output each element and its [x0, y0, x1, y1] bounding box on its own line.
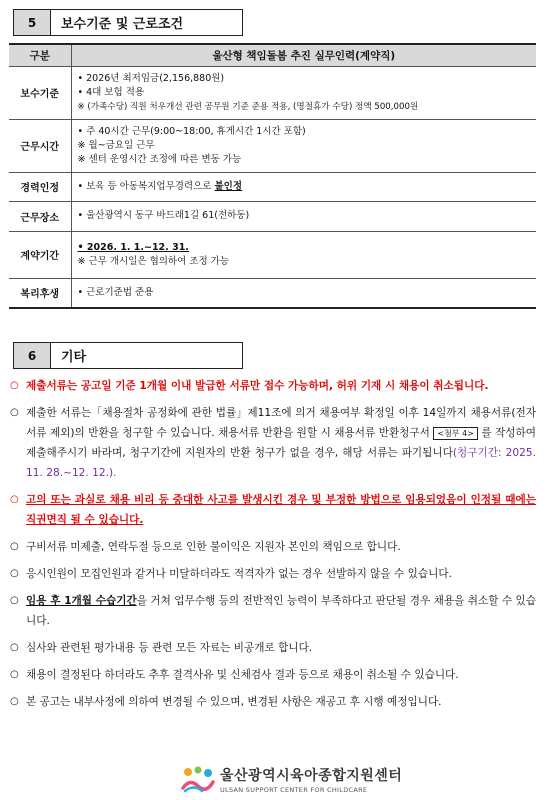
section-6-header	[13, 342, 243, 369]
table-row	[9, 278, 536, 308]
list-item	[10, 537, 536, 557]
note-text: 채용이 결정된다 하더라도 추후 결격사유 및 신체검사 결과 등으로 채용이 취소될 수 있습니다.	[26, 669, 459, 681]
attachment-badge: <첨부 4>	[433, 427, 478, 440]
center-logo-icon	[180, 764, 216, 794]
section-5-header	[13, 9, 243, 36]
row-label: 근무시간	[9, 119, 71, 172]
list-item	[10, 692, 536, 712]
section-title: 기타	[50, 342, 243, 369]
employment-terms-table	[9, 43, 536, 309]
list-item	[10, 403, 536, 483]
list-item	[10, 638, 536, 658]
bullet-icon: ○	[10, 696, 19, 707]
content-line: • 근로기준법 준용	[77, 286, 154, 298]
table-row	[9, 231, 536, 278]
list-item	[10, 665, 536, 685]
table-header-row	[9, 44, 536, 66]
list-item	[10, 591, 536, 631]
column-header-position: 울산형 책임돌봄 추진 실무인력(계약직)	[71, 44, 536, 66]
row-label: 복리후생	[9, 278, 71, 308]
content-line: ※ 센터 운영시간 조정에 따른 변동 가능	[77, 153, 242, 165]
row-label: 계약기간	[9, 231, 71, 278]
content-line: • 4대 보험 적용	[77, 86, 145, 98]
note-text: 제출서류는 공고일 기준 1개월 이내 발급한 서류만 접수 가능하며, 허위 기재 시 채용이 취소됩니다.	[26, 380, 489, 392]
row-content	[71, 231, 536, 278]
note-text-part: 을 거쳐 업무수행 등의 전반적인 능력이 부족하다고 판단될 경우 채용을 취소할 수 있습니다.	[26, 595, 536, 627]
content-line: • 보육 등 아동복지업무경력으로	[77, 180, 215, 192]
footer-logo	[180, 764, 402, 794]
content-line: ※ (가족수당) 직원 처우개선 관련 공무원 기준 준용 적용, (명절휴가 수당) 정액 500,000원	[77, 101, 419, 112]
bullet-icon: ○	[10, 407, 19, 418]
claim-period-text: (청구기간: 2025. 11. 28.~12. 12.).	[26, 447, 536, 479]
section-title: 보수기준 및 근로조건	[50, 9, 243, 36]
organization-name: 울산광역시육아종합지원센터	[220, 767, 403, 784]
content-line: ※ 근무 개시일은 협의하여 조정 가능	[77, 255, 230, 267]
row-content	[71, 201, 536, 231]
bullet-icon: ○	[10, 595, 19, 606]
row-label: 경력인정	[9, 172, 71, 201]
note-text-part: 를 작성하여 제출해주시기 바라며, 청구기간에 지원자의 반환 청구가 없을 경우, 해당 서류는 파기됩니다	[26, 427, 537, 459]
bullet-icon: ○	[10, 494, 19, 505]
row-label: 보수기준	[9, 66, 71, 119]
row-content	[71, 172, 536, 201]
note-text: 고의 또는 과실로 채용 비리 등 중대한 사고를 발생시킨 경우 및 부정한 방법으로 임용되었음이 인정될 때에는 직권면직 될 수 있습니다.	[26, 494, 536, 526]
organization-name-english: ULSAN SUPPORT CENTER FOR CHILDCARE	[220, 785, 368, 794]
content-line: • 주 40시간 근무(9:00~18:00, 휴게시간 1시간 포함)	[77, 125, 306, 137]
probation-text: 임용 후 1개월 수습기간	[26, 595, 137, 607]
list-item	[10, 376, 536, 396]
row-label: 근무장소	[9, 201, 71, 231]
note-text: 구비서류 미제출, 연락두절 등으로 인한 불이익은 지원자 본인의 책임으로 합니다.	[26, 541, 401, 553]
table-row	[9, 172, 536, 201]
list-item	[10, 564, 536, 584]
table-row	[9, 201, 536, 231]
row-content	[71, 66, 536, 119]
bullet-icon: ○	[10, 541, 19, 552]
bullet-icon: ○	[10, 669, 19, 680]
content-line: ※ 월~금요일 근무	[77, 139, 155, 151]
note-text-part: 제출한 서류는「채용절차 공정화에 관한 법률」제11조에 의거 채용여부 확정일 이후 14일까지 채용서류(전자서류 제외)의 반환을 청구할 수 있습니다. 채용서류 반환을 원할 시 채용서류 반환청구서	[26, 407, 536, 439]
note-text: 응시인원이 모집인원과 같거나 미달하더라도 적격자가 없는 경우 선발하지 않을 수 있습니다.	[26, 568, 452, 580]
note-text	[26, 591, 536, 631]
bullet-icon: ○	[10, 642, 19, 653]
bullet-icon: ○	[10, 568, 19, 579]
row-content	[71, 119, 536, 172]
row-content	[71, 278, 536, 308]
notes-list	[10, 376, 536, 719]
table-row	[9, 119, 536, 172]
list-item	[10, 490, 536, 530]
note-text	[26, 403, 536, 483]
table-row	[9, 66, 536, 119]
content-line: • 울산광역시 동구 바드래1길 61(전하동)	[77, 210, 250, 221]
section-number: 5	[13, 9, 50, 36]
emphasis-text: 불인정	[214, 180, 243, 192]
section-number: 6	[13, 342, 50, 369]
content-line: • 2026. 1. 1.~12. 31.	[77, 241, 189, 253]
column-header-category: 구분	[9, 44, 71, 66]
content-line: • 2026년 최저임금(2,156,880원)	[77, 72, 225, 84]
note-text: 심사와 관련된 평가내용 등 관련 모든 자료는 비공개로 합니다.	[26, 642, 313, 654]
bullet-icon: ○	[10, 380, 19, 391]
note-text: 본 공고는 내부사정에 의하여 변경될 수 있으며, 변경된 사항은 재공고 후 시행 예정입니다.	[26, 696, 442, 708]
